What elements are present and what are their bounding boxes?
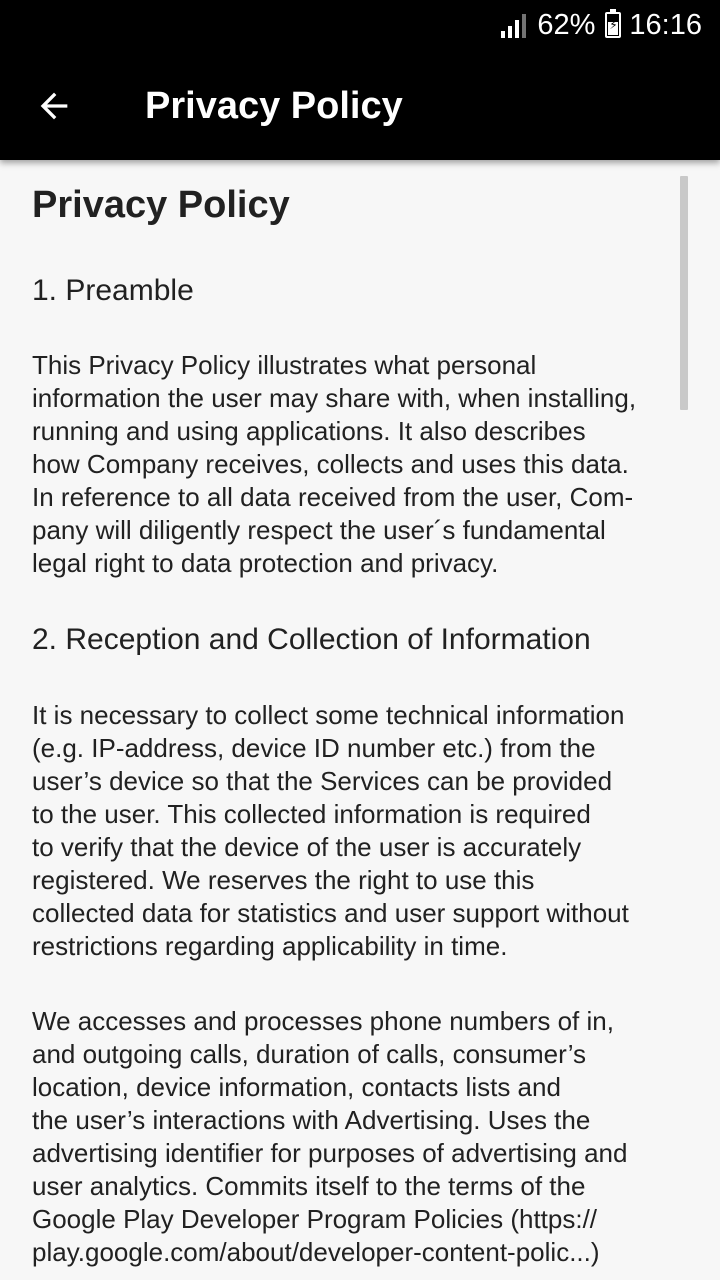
app-bar bbox=[0, 52, 720, 160]
app-bar-title: Privacy Policy bbox=[145, 85, 403, 127]
clock: 16:16 bbox=[629, 8, 702, 41]
section-paragraph-preamble: This Privacy Policy illustrates what personal information the user may share with, when installing, running and using applications. It also describes how Company receives, collects and uses this data. In reference to all data received from the user, Com- pany will diligently respect the user´s fundamental legal right to data protection and privacy. bbox=[32, 350, 637, 578]
battery-percent: 62% bbox=[537, 8, 596, 41]
privacy-policy-scroll-view[interactable] bbox=[0, 160, 720, 1280]
status-bar bbox=[0, 0, 720, 52]
section-paragraph-reception: It is necessary to collect some technical information (e.g. IP-address, device ID number etc.) from the user’s device so that the Services can be provided to the user. This collected information is required to verify that the device of the user is accurately registered. We reserves the right to use this collected data for statistics and user support without restrictions regarding applicability in time. bbox=[32, 700, 629, 961]
section-paragraph-data-access: We accesses and processes phone numbers of in, and outgoing calls, duration of calls, consumer’s location, device information, contacts lists and the user’s interactions with Advertising. Uses the advertising identifier for purposes of advertising and user analytics. Commits itself to the terms of the Google Play Developer Program Policies (https:// play.google.com/about/developer-content-polic...) bbox=[32, 1006, 628, 1267]
scrollbar-thumb[interactable] bbox=[680, 176, 688, 410]
section-heading-reception: 2. Reception and Collection of Information bbox=[32, 623, 591, 656]
battery-charging-icon: ⚡ bbox=[605, 12, 621, 38]
document-title: Privacy Policy bbox=[32, 184, 290, 226]
status-icons bbox=[501, 8, 702, 42]
privacy-policy-document bbox=[32, 180, 692, 1269]
arrow-back-icon bbox=[34, 86, 74, 126]
signal-icon bbox=[501, 12, 529, 38]
section-heading-preamble: 1. Preamble bbox=[32, 274, 194, 307]
back-button[interactable] bbox=[18, 70, 90, 142]
